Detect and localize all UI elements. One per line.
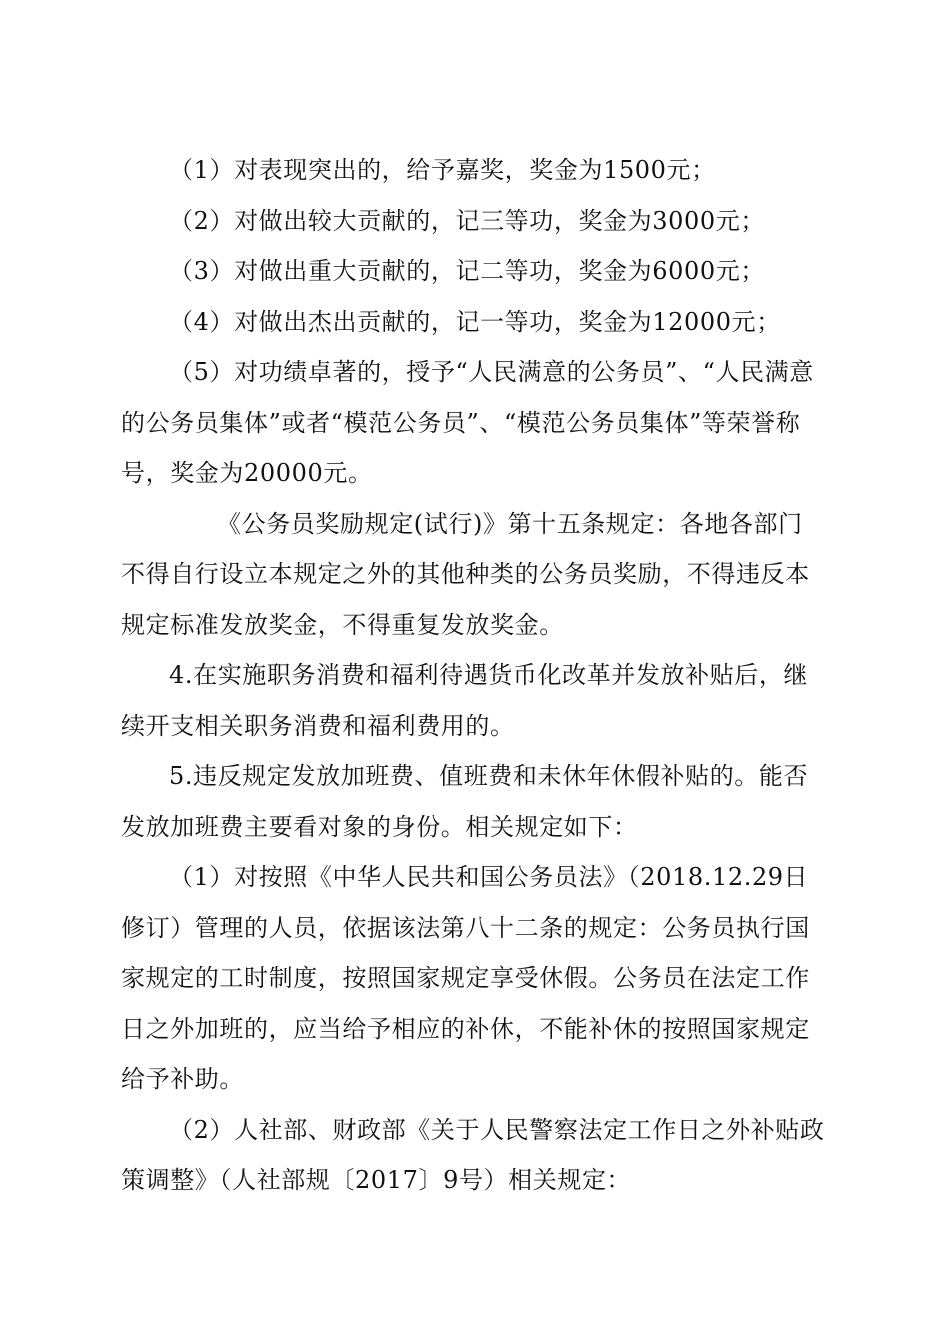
award-item-2: （2）对做出较大贡献的，记三等功，奖金为3000元； bbox=[169, 206, 765, 235]
section-item-4: 4.在实施职务消费和福利待遇货币化改革并发放补贴后，继续开支相关职务消费和福利费用的。 bbox=[121, 661, 809, 740]
section-item-5: 5.违反规定发放加班费、值班费和未休年休假补贴的。能否发放加班费主要看对象的身份。相关规定如下： bbox=[121, 762, 809, 841]
award-item-5: （5）对功绩卓著的，授予“人民满意的公务员”、“人民满意的公务员集体”或者“模范公务员”、“模范公务员集体”等荣誉称号，奖金为20000元。 bbox=[121, 358, 814, 487]
document-body bbox=[121, 145, 825, 1206]
overtime-rule-1: （1）对按照《中华人民共和国公务员法》（2018.12.29日修订）管理的人员，依据该法第八十二条的规定：公务员执行国家规定的工时制度，按照国家规定享受休假。公务员在法定工作日之外加班的，应当给予相应的补休，不能补休的按照国家规定给予补助。 bbox=[121, 863, 810, 1093]
overtime-rule-2: （2）人社部、财政部《关于人民警察法定工作日之外补贴政策调整》（人社部规〔2017〕9号）相关规定： bbox=[121, 1115, 825, 1194]
award-item-3: （3）对做出重大贡献的，记二等功，奖金为6000元； bbox=[169, 257, 765, 285]
award-item-1: （1）对表现突出的，给予嘉奖，奖金为1500元； bbox=[169, 156, 716, 184]
award-item-4: （4）对做出杰出贡献的，记一等功，奖金为12000元； bbox=[169, 307, 781, 336]
regulation-article-15: 《公务员奖励规定(试行)》第十五条规定：各地各部门不得自行设立本规定之外的其他种类的公务员奖励，不得违反本规定标准发放奖金，不得重复发放奖金。 bbox=[121, 509, 810, 639]
